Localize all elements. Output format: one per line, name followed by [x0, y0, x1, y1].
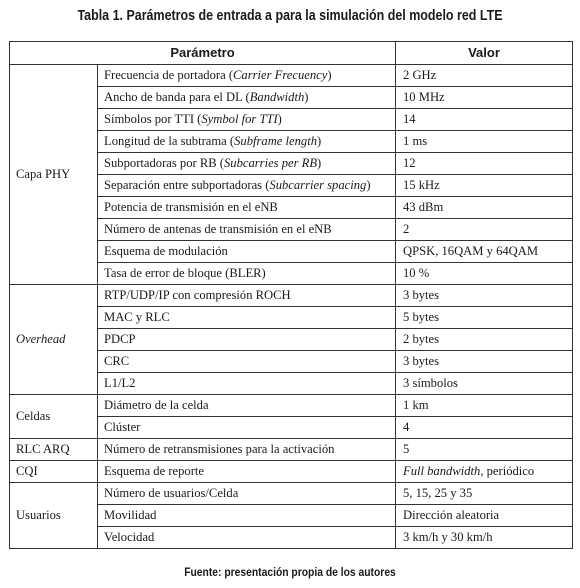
group-label: RLC ARQ [10, 439, 98, 461]
parameter-cell [98, 197, 396, 219]
value-cell [396, 131, 573, 153]
parameter-cell [98, 175, 396, 197]
parameter-label: Separación entre subportadoras ( [104, 178, 270, 192]
table-row [10, 395, 573, 417]
table-row [10, 483, 573, 505]
parameter-label: Símbolos por TTI ( [104, 112, 202, 126]
parameter-label: Movilidad [104, 508, 157, 522]
table-source: Fuente: presentación propia de los autores [184, 565, 396, 579]
parameter-cell [98, 527, 396, 549]
value-text: 15 kHz [403, 178, 440, 192]
value-text: 10 % [403, 266, 430, 280]
group-label: CQI [10, 461, 98, 483]
parameter-label-end: ) [277, 112, 282, 126]
value-text: 3 símbolos [403, 376, 458, 390]
table-row [10, 65, 573, 87]
value-text: 3 bytes [403, 354, 440, 368]
value-text: , periódico [480, 464, 535, 478]
parameter-label: Número de retransmisiones para la activación [104, 442, 335, 456]
parameter-label: Número de antenas de transmisión en el eNB [104, 222, 332, 236]
header-parametro: Parámetro [10, 42, 396, 65]
value-cell [396, 197, 573, 219]
value-text: 2 GHz [403, 68, 437, 82]
parameter-label-english: Bandwidth [249, 90, 305, 104]
value-text: 1 km [403, 398, 429, 412]
parameter-cell [98, 439, 396, 461]
table-body [10, 65, 573, 549]
parameter-label-english: Carrier Frecuency [233, 68, 328, 82]
parameter-label-end: ) [327, 68, 332, 82]
value-cell [396, 241, 573, 263]
table-row [10, 439, 573, 461]
parameter-cell [98, 373, 396, 395]
value-cell [396, 483, 573, 505]
parameter-label-end: ) [304, 90, 309, 104]
parameter-label-english: Subcarrier spacing [269, 178, 367, 192]
table-caption: Tabla 1. Parámetros de entrada a para la simulación del modelo red LTE [77, 8, 503, 24]
parameters-table [9, 41, 573, 549]
parameter-label: Esquema de modulación [104, 244, 228, 258]
value-text: 5 [403, 442, 410, 456]
parameter-cell [98, 131, 396, 153]
parameter-cell [98, 263, 396, 285]
parameter-cell [98, 505, 396, 527]
value-text: QPSK, 16QAM y 64QAM [403, 244, 539, 258]
value-cell [396, 175, 573, 197]
value-cell [396, 329, 573, 351]
value-text: 3 bytes [403, 288, 440, 302]
value-cell [396, 65, 573, 87]
value-cell [396, 285, 573, 307]
value-cell [396, 307, 573, 329]
parameter-cell [98, 417, 396, 439]
value-text: 14 [403, 112, 416, 126]
parameter-label: Número de usuarios/Celda [104, 486, 239, 500]
parameter-label-english: Symbol for TTI [201, 112, 278, 126]
parameter-label-end: ) [317, 134, 322, 148]
value-cell [396, 263, 573, 285]
value-cell [396, 153, 573, 175]
parameter-label: Ancho de banda para el DL ( [104, 90, 250, 104]
parameter-label-end: ) [366, 178, 371, 192]
parameter-label-english: Subcarries per RB [223, 156, 318, 170]
parameter-cell [98, 307, 396, 329]
value-text: 5, 15, 25 y 35 [403, 486, 473, 500]
value-text: Dirección aleatoria [403, 508, 500, 522]
parameter-cell [98, 329, 396, 351]
parameter-label: Potencia de transmisión en el eNB [104, 200, 278, 214]
value-cell [396, 87, 573, 109]
table-row [10, 285, 573, 307]
value-cell [396, 417, 573, 439]
value-text: 10 MHz [403, 90, 445, 104]
value-cell [396, 109, 573, 131]
group-label: Capa PHY [10, 65, 98, 285]
value-cell [396, 439, 573, 461]
parameter-cell [98, 395, 396, 417]
parameter-cell [98, 461, 396, 483]
value-cell [396, 505, 573, 527]
parameter-cell [98, 219, 396, 241]
parameter-label: PDCP [104, 332, 136, 346]
parameter-label: Diámetro de la celda [104, 398, 209, 412]
value-text: 3 km/h y 30 km/h [403, 530, 493, 544]
parameter-label-english: Subframe length [234, 134, 318, 148]
parameter-cell [98, 65, 396, 87]
value-cell [396, 527, 573, 549]
value-text: 2 [403, 222, 410, 236]
parameter-label: Tasa de error de bloque (BLER) [104, 266, 266, 280]
parameter-label: Frecuencia de portadora ( [104, 68, 234, 82]
parameter-cell [98, 241, 396, 263]
table-row [10, 461, 573, 483]
value-cell [396, 395, 573, 417]
parameter-cell [98, 351, 396, 373]
parameter-label-end: ) [317, 156, 322, 170]
parameter-cell [98, 483, 396, 505]
value-cell [396, 461, 573, 483]
parameter-label: L1/L2 [104, 376, 136, 390]
value-italic: Full bandwidth [403, 464, 481, 478]
parameter-label: MAC y RLC [104, 310, 170, 324]
group-label: Overhead [10, 285, 98, 395]
value-text: 4 [403, 420, 410, 434]
parameter-label: Velocidad [104, 530, 155, 544]
table-header-row [10, 42, 573, 65]
value-text: 12 [403, 156, 416, 170]
value-cell [396, 351, 573, 373]
parameter-cell [98, 109, 396, 131]
parameter-label: Subportadoras por RB ( [104, 156, 224, 170]
parameter-label: Esquema de reporte [104, 464, 205, 478]
value-text: 2 bytes [403, 332, 440, 346]
header-valor: Valor [396, 42, 573, 65]
parameter-cell [98, 285, 396, 307]
parameter-label: CRC [104, 354, 130, 368]
parameter-label: RTP/UDP/IP con compresión ROCH [104, 288, 291, 302]
group-label: Celdas [10, 395, 98, 439]
parameter-cell [98, 153, 396, 175]
parameter-label: Clúster [104, 420, 141, 434]
value-text: 1 ms [403, 134, 428, 148]
group-label: Usuarios [10, 483, 98, 549]
parameter-cell [98, 87, 396, 109]
parameter-label: Longitud de la subtrama ( [104, 134, 235, 148]
value-text: 43 dBm [403, 200, 444, 214]
value-cell [396, 373, 573, 395]
value-text: 5 bytes [403, 310, 440, 324]
value-cell [396, 219, 573, 241]
